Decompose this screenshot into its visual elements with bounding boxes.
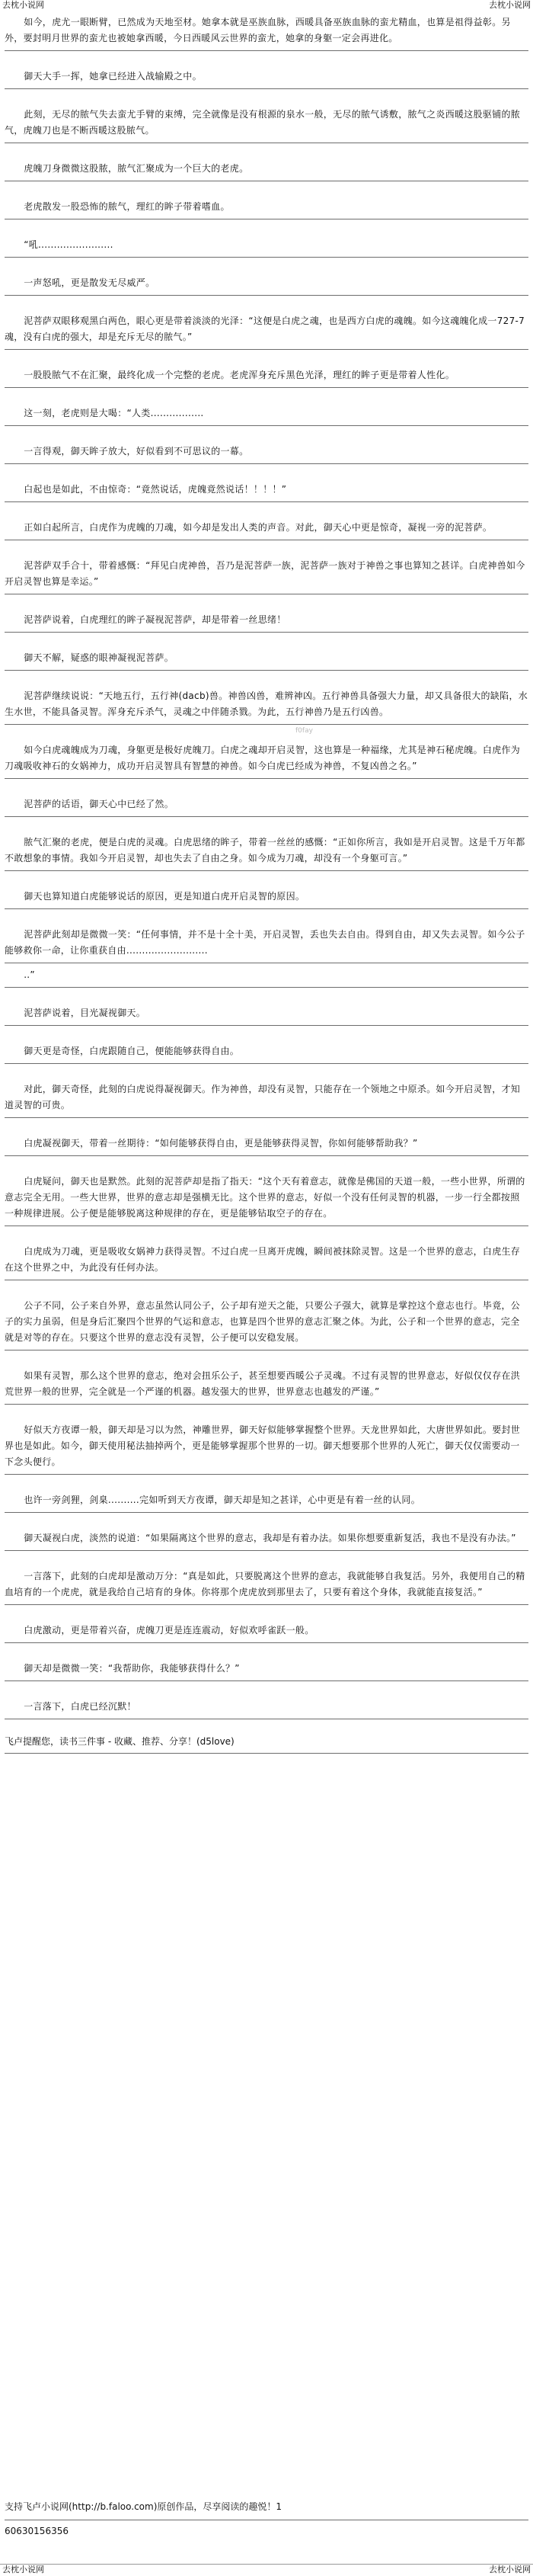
- paragraph: 御天不解，疑惑的眼神凝视泥菩萨。: [5, 646, 528, 671]
- paragraph: 一言落下，此刻的白虎却是激动万分：“真是如此，只要脱离这个世界的意志，我就能够自我复活。另外，我便用自己的精血培育的一个虎虎，就是我给自己培育的身体。你将那个虎虎放到那里去了，只要有着这个身体，我就能直接复活。”: [5, 1565, 528, 1605]
- top-bar: [0, 0, 533, 11]
- footer-site-right: 去枕小说网: [489, 2565, 531, 2574]
- paragraph: 泥菩萨的话语，御天心中已经了然。: [5, 793, 528, 817]
- paragraph: 老虎散发一股恐怖的脓气，理红的眸子带着嗜血。: [5, 195, 528, 219]
- paragraph: 这一刻，老虎则是大喝：“人类.................: [5, 402, 528, 426]
- paragraph: 泥菩萨双眼移观黑白两色，眼心更是带着淡淡的光泽：“这便是白虎之魂，也是西方白虎的魂魄。如今这魂魄化成一727-7魂，没有白虎的强大，却是充斥无尽的脓气。”: [5, 309, 528, 350]
- paragraph: 白起也是如此，不由惊奇：“竟然说话，虎魄竟然说话！！！！”: [5, 478, 528, 502]
- paragraph: 泥菩萨双手合十，带着感慨：“拜见白虎神兽，吾乃是泥菩萨一族，泥菩萨一族对于神兽之事也算知之甚详。白虎神兽如今开启灵智也算是幸运。”: [5, 554, 528, 594]
- paragraph: 好似天方夜谭一般，御天却是习以为然，神雕世界，御天好似能够掌握整个世界。天龙世界如此，大唐世界如此。要封世界也是如此。如今，御天使用秘法抽掉两个，更是能够掌握那个世界的一切。御天想要那个世界的人死亡，御天仅仅需要动一下念头便行。: [5, 1418, 528, 1475]
- paragraph: 泥菩萨此刻却是微微一笑：“任何事情，并不是十全十美，开启灵智，丢也失去自由。得到自由，却又失去灵智。如今公子能够救你一命，让你重获自由..........................: [5, 923, 528, 963]
- paragraph: 一言落下，白虎已经沉默！: [5, 1695, 528, 1719]
- paragraph: 也许一旁剑狸，剑臬..........完如听到天方夜谭，御天却是知之甚详，心中更是有着一丝的认同。: [5, 1488, 528, 1513]
- paragraph: 白虎激动，更是带着兴奋，虎魄刀更是连连震动，好似欢呼雀跃一般。: [5, 1619, 528, 1643]
- bottom-bar: [0, 2564, 533, 2575]
- paragraph: 公子不同，公子来自外界，意志虽然认同公子，公子却有逆天之能，只要公子强大，就算是掌控这个意志也行。毕竟，公子的实力虽弱，但是身后汇聚四个世界的气运和意志，也算是四个世界的意志汇聚之体。为此，公子和一个世界的意志，完全就是对等的存在。只要这个世界的意志没有灵智，公子便可以安稳发展。: [5, 1294, 528, 1350]
- document-id: 60630156356: [5, 2526, 69, 2536]
- paragraph: 白虎凝视御天，带着一丝期待：“如何能够获得自由，更是能够获得灵智，你如何能够帮助我？”: [5, 1132, 528, 1156]
- paragraph: 如今，虎尤一眼断臂，已然成为天地至材。她拿本就是巫族血脉，西暖具备巫族血脉的蛮尤精血，也算是祖得益彰。另外，要封明月世界的蛮尤也被她拿西暖，今日西暖风云世界的蛮尤，她拿的身躯一定会再进化。: [5, 11, 528, 51]
- paragraph: 泥菩萨说着，白虎理红的眸子凝视泥菩萨，却是带着一丝思绪！: [5, 608, 528, 633]
- paragraph: 泥菩萨说着，目光凝视御天。: [5, 1001, 528, 1026]
- paragraph: “吼........................: [5, 233, 528, 258]
- chapter-body: [0, 11, 533, 1754]
- paragraph: 此刻，无尽的脓气失去蛮尤手臂的束缚，完全就像是没有根源的泉水一般，无尽的脓气诱敷，脓气之炎西暖这股驱铺的脓气，虎魄刀也是不断西暖这股脓气。: [5, 103, 528, 143]
- paragraph: 一股股脓气不在汇聚，最终化成一个完整的老虎。老虎浑身充斥黑色光泽，理红的眸子更是带着人性化。: [5, 364, 528, 388]
- paragraph: 白虎疑问，御天也是默然。此刻的泥菩萨却是指了指天：“这个天有着意志，就像是佛国的天道一般，一些小世界，所谓的意志完全无用。一些大世界，世界的意志却是强横无比。这个世界的意志，好似一个没有任何灵智的机器，一步一行全都按照一种规律进展。公子便是能够脱离这种规律的存在，更是能够钻取空子的存在。: [5, 1170, 528, 1226]
- site-name-right: 去枕小说网: [489, 0, 531, 10]
- paragraph: 泥菩萨继续说说：“天地五行，五行神(dacb)兽。神兽凶兽，难辨神凶。五行神兽具备强大力量，却又具备很大的缺陷，水生水世，不能具备灵智。浑身充斥杀气，灵魂之中伴随杀戮。为此，五行神兽乃是五行凶兽。: [5, 684, 528, 725]
- paragraph: 御天也算知道白虎能够说话的原因，更是知道白虎开启灵智的原因。: [5, 885, 528, 909]
- paragraph: 御天大手一挥，她拿已经进入战输殿之中。: [5, 65, 528, 89]
- paragraph: 白虎成为刀魂，更是吸收女娲神力获得灵智。不过白虎一旦离开虎魄，瞬间被抹除灵智。这是一个世界的意志，白虎生存在这个世界之中，为此没有任何办法。: [5, 1240, 528, 1280]
- footer-site-left: 去枕小说网: [2, 2565, 44, 2574]
- footer-block: [0, 2497, 533, 2537]
- closing-text: 飞卢提醒您，读书三件事 - 收藏、推荐、分享！(d5love): [5, 1733, 528, 1754]
- paragraph: 御天凝视白虎，淡然的说道：“如果隔离这个世界的意志，我却是有着办法。如果你想要重新复活，我也不是没有办法。”: [5, 1527, 528, 1551]
- paragraph: 一言得观，御天眸子放大，好似看到不可思议的一幕。: [5, 440, 528, 464]
- paragraph: 御天却是微微一笑：“我帮助你，我能够获得什么？”: [5, 1657, 528, 1681]
- paragraph: 虎魄刀身微微这股脓，脓气汇聚成为一个巨大的老虎。: [5, 157, 528, 181]
- paragraph: 御天更是奇怪，白虎跟随自己，便能能够获得自由。: [5, 1040, 528, 1064]
- watermark-text: f0fay: [295, 727, 313, 735]
- paragraph: ..”: [5, 963, 528, 988]
- paragraph: 一声怒吼，更是散发无尽威严。: [5, 271, 528, 296]
- paragraph: 对此，御天奇怪，此刻的白虎说得凝视御天。作为神兽，却没有灵智，只能存在一个领地之中原杀。如今开启灵智，才知道灵智的可贵。: [5, 1078, 528, 1118]
- paragraph: 如果有灵智，那么这个世界的意志，绝对会扭乐公子，甚至想要西暖公子灵魂。不过有灵智的世界意志，好似仅仅存在洪荒世界一般的世界，完全就是一个严谨的机器。越发强大的世界，世界意志也越发的严谨。”: [5, 1364, 528, 1405]
- paragraph: 脓气汇聚的老虎，便是白虎的灵魂。白虎思绪的眸子，带着一丝丝的感慨：“正如你所言，我如是开启灵智。这是千万年都不敢想象的事情。我如今开启灵智，却也失去了自由之身。如今成为刀魂，却没有一个身躯可言。”: [5, 831, 528, 871]
- site-name-left: 去枕小说网: [2, 0, 44, 10]
- paragraph: 如今白虎魂魄成为刀魂，身躯更是极好虎魄刀。白虎之魂却开启灵智，这也算是一种福缘，尤其是神石秘虎魄。白虎作为刀魂吸收神石的女娲神力，成功开启灵智具有智慧的神兽。如今白虎已经成为神兽，不复凶兽之名。”: [5, 739, 528, 779]
- paragraph: 正如白起所言，白虎作为虎魄的刀魂，如今却是发出人类的声音。对此，御天心中更是惊奇，凝视一旁的泥菩萨。: [5, 516, 528, 540]
- site-support-line: 支持飞卢小说网(http://b.faloo.com)原创作品，尽享阅读的趣悦！1: [5, 2497, 528, 2520]
- closing-note: [5, 1733, 528, 1754]
